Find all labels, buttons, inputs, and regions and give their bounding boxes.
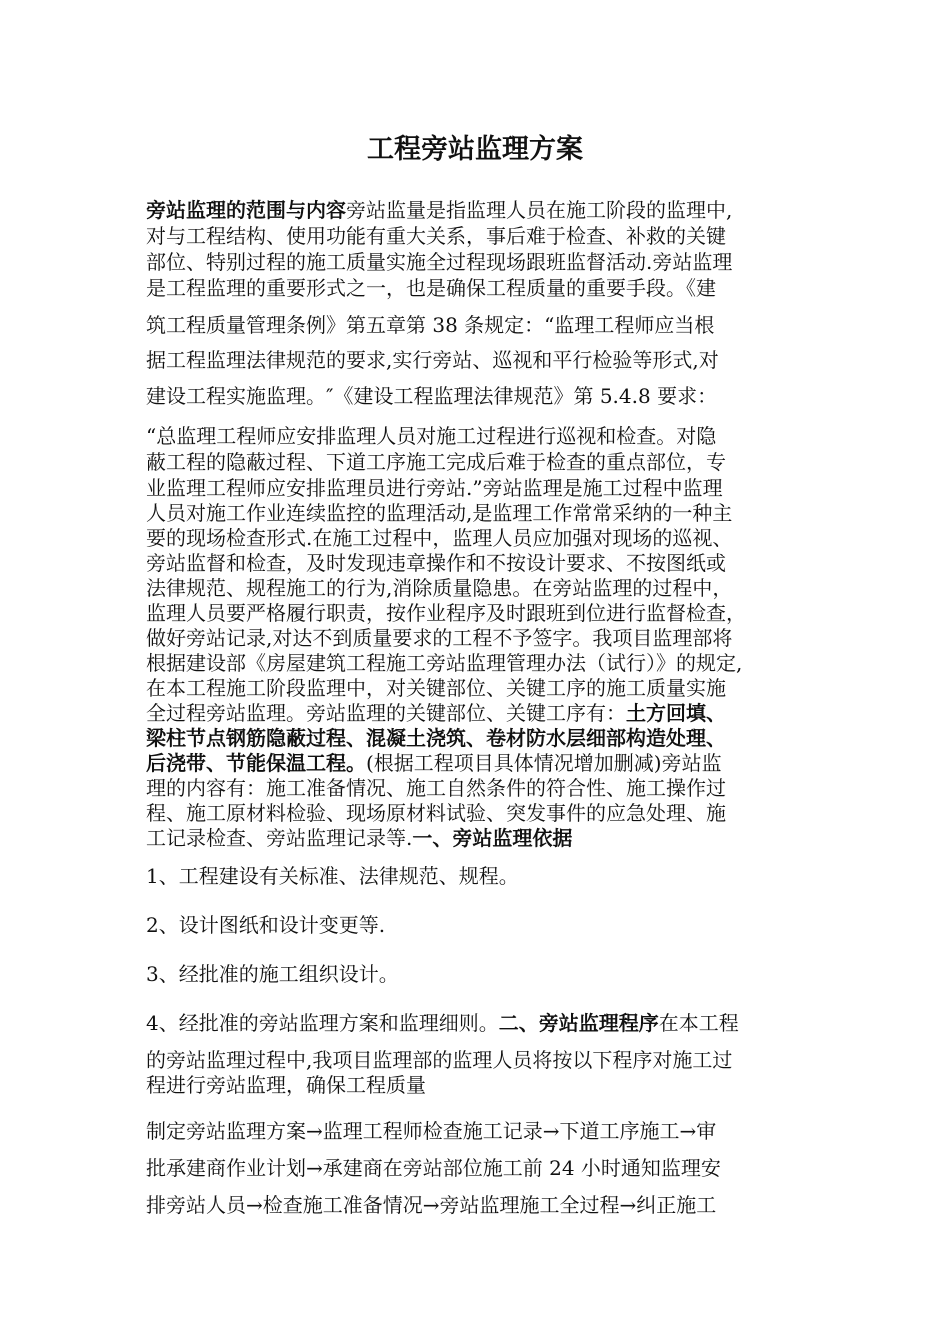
paragraph-line: 建设工程实施监理。″《建设工程监理法律规范》第 5.4.8 要求： <box>146 384 718 408</box>
list-item <box>146 1009 826 1037</box>
paragraph-line: 旁站监督和检查，及时发现违章操作和不按设计要求、不按图纸或 <box>146 551 726 575</box>
paragraph-line: 程进行旁站监理，确保工程质量 <box>146 1073 426 1097</box>
text-run: 工记录检查、旁站监理记录等. <box>146 826 413 850</box>
list-item: 2、设计图纸和设计变更等. <box>146 913 386 937</box>
paragraph-line <box>146 749 826 777</box>
document-title: 工程旁站监理方案 <box>367 134 583 165</box>
paragraph-line: “总监理工程师应安排监理人员对施工过程进行巡视和检查。对隐 <box>146 424 717 448</box>
bold-run: 土方回填、 <box>626 701 726 725</box>
paragraph-line: 是工程监理的重要形式之一，也是确保工程质量的重要手段。《建 <box>146 276 716 300</box>
bold-run: 后浇带、节能保温工程。 <box>146 751 366 775</box>
section-heading-scope: 旁站监理的范围与内容 <box>146 198 346 222</box>
paragraph-line <box>146 824 826 852</box>
paragraph-line <box>146 699 826 727</box>
paragraph-line: 在本工程施工阶段监理中，对关键部位、关键工序的施工质量实施 <box>146 676 726 700</box>
flow-line: 批承建商作业计划→承建商在旁站部位施工前 24 小时通知监理安 <box>146 1156 721 1180</box>
text-run: 全过程旁站监理。旁站监理的关键部位、关键工序有： <box>146 701 626 725</box>
paragraph-line: 对与工程结构、使用功能有重大关系，事后难于检查、补救的关键 <box>146 224 726 248</box>
paragraph-line: 人员对施工作业连续监控的监理活动,是监理工作常常采纳的一种主 <box>146 501 733 525</box>
paragraph-line: 理的内容有：施工准备情况、施工自然条件的符合性、施工操作过 <box>146 776 726 800</box>
text-run: (根据工程项目具体情况增加删减)旁站监 <box>366 751 722 775</box>
section-heading-basis: 一、旁站监理依据 <box>412 826 573 850</box>
paragraph-line: 业监理工程师应安排监理员进行旁站.”旁站监理是施工过程中监理 <box>146 476 723 500</box>
paragraph-line: 的旁站监理过程中,我项目监理部的监理人员将按以下程序对施工过 <box>146 1048 733 1072</box>
paragraph-line-bold: 梁柱节点钢筋隐蔽过程、混凝土浇筑、卷材防水层细部构造处理、 <box>146 726 726 750</box>
flow-line: 制定旁站监理方案→监理工程师检查施工记录→下道工序施工→审 <box>146 1119 717 1143</box>
list-item: 3、经批准的施工组织设计。 <box>146 962 399 986</box>
text-run: 4、经批准的旁站监理方案和监理细则。 <box>146 1011 499 1035</box>
paragraph-line: 筑工程质量管理条例》第五章第 38 条规定：“监理工程师应当根 <box>146 313 715 337</box>
paragraph-line: 法律规范、规程施工的行为,消除质量隐患。在旁站监理的过程中， <box>146 576 733 600</box>
paragraph-line: 蔽工程的隐蔽过程、下道工序施工完成后难于检查的重点部位，专 <box>146 450 726 474</box>
text-run: 在本工程 <box>658 1011 739 1035</box>
text-run: 旁站监量是指监理人员在施工阶段的监理中, <box>346 198 733 222</box>
paragraph-line: 要的现场检查形式.在施工过程中，监理人员应加强对现场的巡视、 <box>146 526 733 550</box>
section-heading-procedure: 二、旁站监理程序 <box>498 1011 659 1035</box>
paragraph-line: 监理人员要严格履行职责，按作业程序及时跟班到位进行监督检查， <box>146 601 746 625</box>
paragraph-line: 做好旁站记录,对达不到质量要求的工程不予签字。我项目监理部将 <box>146 626 733 650</box>
paragraph-line: 据工程监理法律规范的要求,实行旁站、巡视和平行检验等形式,对 <box>146 348 719 372</box>
flow-line: 排旁站人员→检查施工准备情况→旁站监理施工全过程→纠正施工 <box>146 1193 717 1217</box>
list-item: 1、工程建设有关标准、法律规范、规程。 <box>146 864 519 888</box>
paragraph-line: 部位、特别过程的施工质量实施全过程现场跟班监督活动.旁站监理 <box>146 250 733 274</box>
paragraph-line: 程、施工原材料检验、现场原材料试验、突发事件的应急处理、施 <box>146 801 726 825</box>
paragraph-line <box>146 196 826 224</box>
paragraph-line: 根据建设部《房屋建筑工程施工旁站监理管理办法（试行）》的规定, <box>146 651 743 675</box>
